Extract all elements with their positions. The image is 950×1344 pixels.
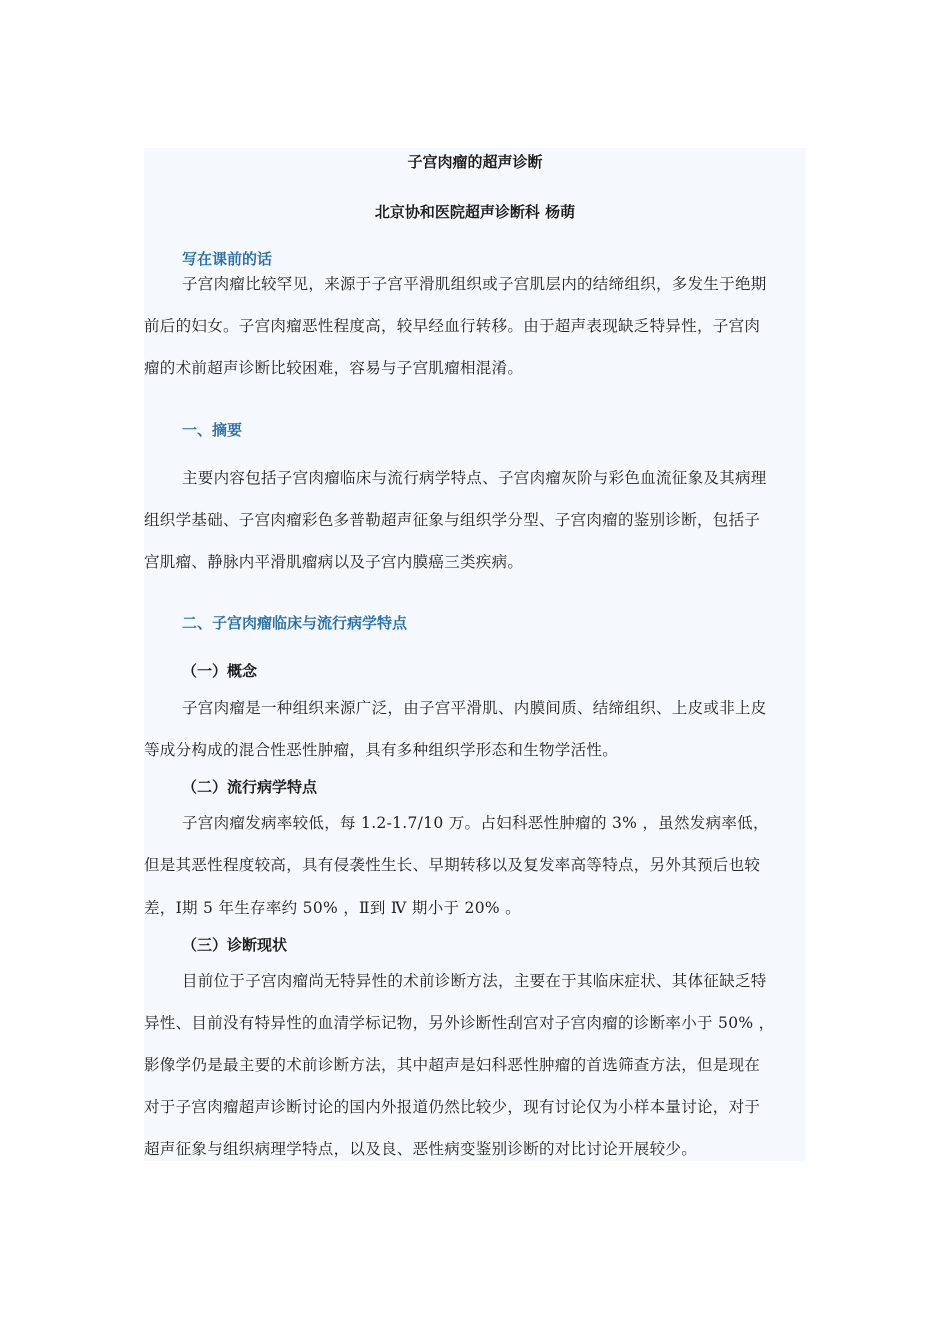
epidemiology-line: 但是其恶性程度较高，具有侵袭性生长、早期转移以及复发率高等特点，另外其预后也较 [144, 856, 761, 874]
document-author: 北京协和医院超声诊断科 杨萌 [374, 203, 576, 221]
diagnosis-line: 影像学仍是最主要的术前诊断方法，其中超声是妇科恶性肿瘤的首选筛查方法，但是现在 [144, 1056, 761, 1074]
abstract-line: 主要内容包括子宫肉瘤临床与流行病学特点、子宫肉瘤灰阶与彩色血流征象及其病理 [182, 469, 767, 487]
diagnosis-line: 超声征象与组织病理学特点，以及良、恶性病变鉴别诊断的对比讨论开展较少。 [144, 1140, 698, 1158]
concept-line: 子宫肉瘤是一种组织来源广泛，由子宫平滑肌、内膜间质、结缔组织、上皮或非上皮 [182, 699, 767, 717]
subsection-diagnosis-heading: （三）诊断现状 [182, 936, 288, 954]
subsection-epidemiology-heading: （二）流行病学特点 [182, 778, 318, 796]
preface-heading: 写在课前的话 [182, 250, 273, 268]
preface-line: 前后的妇女。子宫肉瘤恶性程度高，较早经血行转移。由于超声表现缺乏特异性，子宫肉 [144, 317, 761, 335]
section-abstract-heading: 一、摘要 [182, 421, 243, 439]
preface-line: 瘤的术前超声诊断比较困难，容易与子宫肌瘤相混淆。 [144, 359, 524, 377]
document-title: 子宫肉瘤的超声诊断 [407, 153, 543, 171]
epidemiology-line: 差，Ⅰ期 5 年生存率约 50% ，Ⅱ到 Ⅳ 期小于 20% 。 [144, 899, 521, 917]
preface-line: 子宫肉瘤比较罕见，来源于子宫平滑肌组织或子宫肌层内的结缔组织，多发生于绝期 [182, 275, 767, 293]
diagnosis-line: 目前位于子宫肉瘤尚无特异性的术前诊断方法，主要在于其临床症状、其体征缺乏特 [182, 972, 767, 990]
section-clinical-heading: 二、子宫肉瘤临床与流行病学特点 [182, 614, 408, 632]
epidemiology-line: 子宫肉瘤发病率较低，每 1.2-1.7/10 万。占妇科恶性肿瘤的 3% ，虽然发病率低， [182, 814, 769, 832]
abstract-line: 组织学基础、子宫肉瘤彩色多普勒超声征象与组织学分型、子宫肉瘤的鉴别诊断，包括子 [144, 511, 761, 529]
subsection-concept-heading: （一）概念 [182, 662, 258, 680]
content-panel [144, 148, 806, 1161]
diagnosis-line: 异性、目前没有特异性的血清学标记物，另外诊断性刮宫对子宫肉瘤的诊断率小于 50% ， [144, 1014, 775, 1032]
diagnosis-line: 对于子宫肉瘤超声诊断讨论的国内外报道仍然比较少，现有讨论仅为小样本量讨论，对于 [144, 1098, 761, 1116]
concept-line: 等成分构成的混合性恶性肿瘤，具有多种组织学形态和生物学活性。 [144, 741, 619, 759]
abstract-line: 宫肌瘤、静脉内平滑肌瘤病以及子宫内膜癌三类疾病。 [144, 553, 524, 571]
